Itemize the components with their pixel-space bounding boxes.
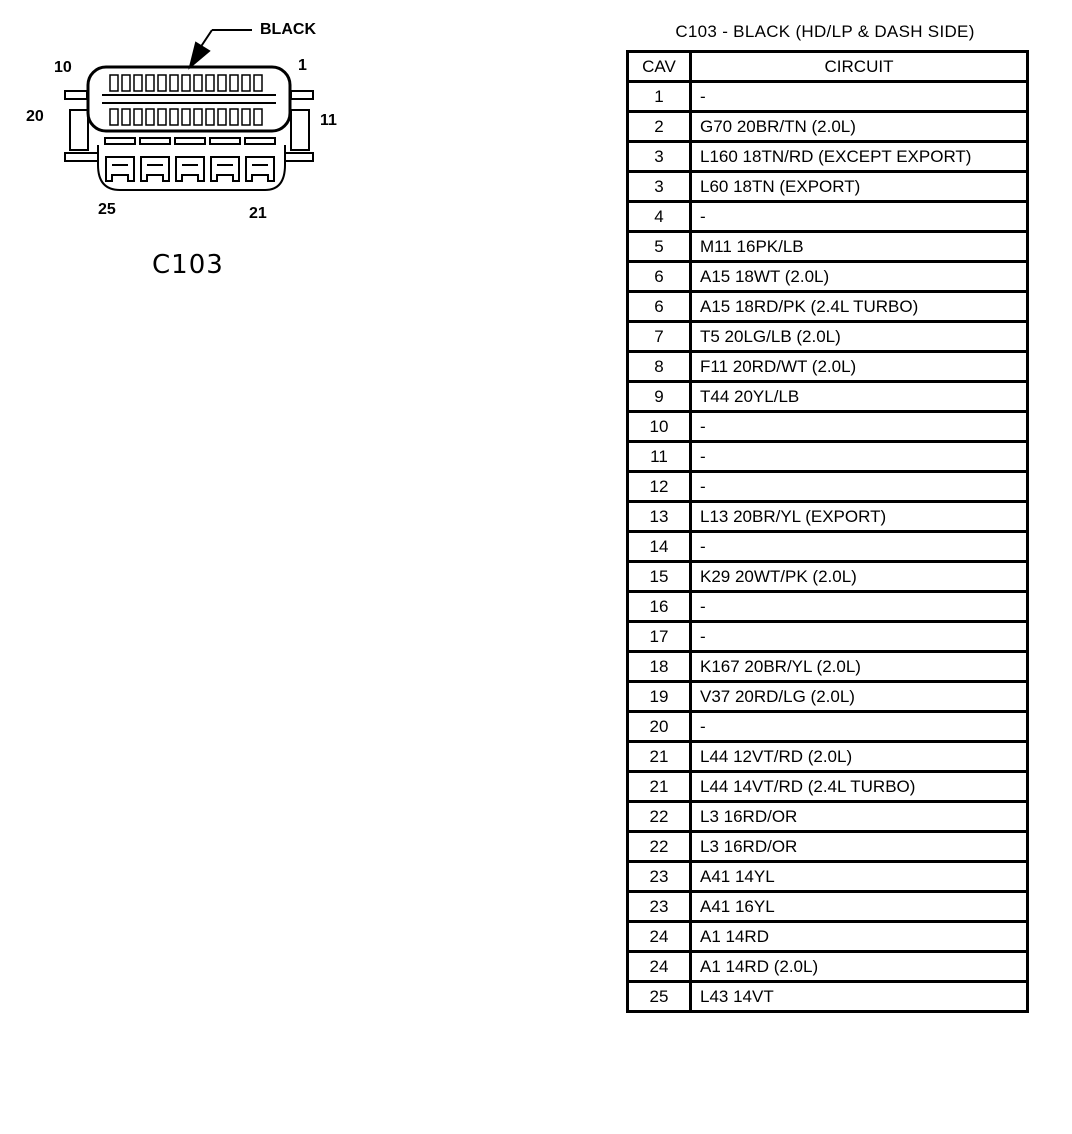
- pin-label-21: 21: [249, 205, 267, 222]
- table-row: [628, 502, 1028, 532]
- cav-cell: 11: [628, 442, 691, 472]
- table-row: [628, 112, 1028, 142]
- circuit-cell: K29 20WT/PK (2.0L): [691, 562, 1028, 592]
- circuit-cell: F11 20RD/WT (2.0L): [691, 352, 1028, 382]
- table-row: [628, 982, 1028, 1012]
- circuit-cell: A1 14RD (2.0L): [691, 952, 1028, 982]
- cav-cell: 22: [628, 802, 691, 832]
- cav-cell: 25: [628, 982, 691, 1012]
- table-row: [628, 622, 1028, 652]
- circuit-cell: K167 20BR/YL (2.0L): [691, 652, 1028, 682]
- pin-label-1: 1: [298, 57, 307, 74]
- circuit-cell: L160 18TN/RD (EXCEPT EXPORT): [691, 142, 1028, 172]
- circuit-cell: -: [691, 202, 1028, 232]
- table-row: [628, 352, 1028, 382]
- circuit-cell: -: [691, 592, 1028, 622]
- cav-cell: 21: [628, 742, 691, 772]
- circuit-cell: T44 20YL/LB: [691, 382, 1028, 412]
- cav-cell: 3: [628, 172, 691, 202]
- connector-color-label: BLACK: [260, 21, 316, 38]
- cav-cell: 13: [628, 502, 691, 532]
- cav-cell: 8: [628, 352, 691, 382]
- cav-cell: 24: [628, 922, 691, 952]
- cav-cell: 14: [628, 532, 691, 562]
- cav-cell: 20: [628, 712, 691, 742]
- table-row: [628, 82, 1028, 112]
- cav-cell: 1: [628, 82, 691, 112]
- circuit-cell: G70 20BR/TN (2.0L): [691, 112, 1028, 142]
- circuit-cell: A15 18WT (2.0L): [691, 262, 1028, 292]
- pinout-table: [626, 50, 1029, 1013]
- cav-cell: 6: [628, 292, 691, 322]
- circuit-cell: A41 16YL: [691, 892, 1028, 922]
- table-row: [628, 322, 1028, 352]
- table-row: [628, 562, 1028, 592]
- circuit-cell: -: [691, 412, 1028, 442]
- circuit-cell: L60 18TN (EXPORT): [691, 172, 1028, 202]
- circuit-cell: L43 14VT: [691, 982, 1028, 1012]
- cav-cell: 3: [628, 142, 691, 172]
- cav-cell: 10: [628, 412, 691, 442]
- table-header-row: [628, 52, 1028, 82]
- table-row: [628, 472, 1028, 502]
- table-row: [628, 172, 1028, 202]
- pinout-rows: [628, 82, 1028, 1012]
- cav-cell: 12: [628, 472, 691, 502]
- table-row: [628, 412, 1028, 442]
- circuit-cell: L44 14VT/RD (2.4L TURBO): [691, 772, 1028, 802]
- circuit-cell: A1 14RD: [691, 922, 1028, 952]
- table-row: [628, 442, 1028, 472]
- circuit-cell: L3 16RD/OR: [691, 832, 1028, 862]
- table-row: [628, 592, 1028, 622]
- cav-cell: 16: [628, 592, 691, 622]
- cav-cell: 19: [628, 682, 691, 712]
- cav-header: CAV: [628, 52, 691, 82]
- table-row: [628, 862, 1028, 892]
- cav-cell: 6: [628, 262, 691, 292]
- table-row: [628, 382, 1028, 412]
- pin-label-20: 20: [26, 108, 44, 125]
- circuit-cell: L13 20BR/YL (EXPORT): [691, 502, 1028, 532]
- cav-cell: 22: [628, 832, 691, 862]
- connector-outline-icon: [20, 15, 350, 225]
- circuit-cell: L44 12VT/RD (2.0L): [691, 742, 1028, 772]
- table-row: [628, 142, 1028, 172]
- table-row: [628, 262, 1028, 292]
- circuit-cell: -: [691, 472, 1028, 502]
- circuit-cell: A41 14YL: [691, 862, 1028, 892]
- cav-cell: 23: [628, 862, 691, 892]
- table-row: [628, 682, 1028, 712]
- table-row: [628, 742, 1028, 772]
- circuit-cell: M11 16PK/LB: [691, 232, 1028, 262]
- circuit-cell: L3 16RD/OR: [691, 802, 1028, 832]
- circuit-cell: A15 18RD/PK (2.4L TURBO): [691, 292, 1028, 322]
- cav-cell: 5: [628, 232, 691, 262]
- cav-cell: 23: [628, 892, 691, 922]
- table-row: [628, 202, 1028, 232]
- table-row: [628, 832, 1028, 862]
- cav-cell: 15: [628, 562, 691, 592]
- circuit-cell: T5 20LG/LB (2.0L): [691, 322, 1028, 352]
- table-row: [628, 652, 1028, 682]
- cav-cell: 7: [628, 322, 691, 352]
- connector-name: C103: [152, 250, 224, 280]
- circuit-cell: -: [691, 712, 1028, 742]
- cav-cell: 21: [628, 772, 691, 802]
- cav-cell: 4: [628, 202, 691, 232]
- circuit-cell: -: [691, 82, 1028, 112]
- cav-cell: 9: [628, 382, 691, 412]
- table-row: [628, 232, 1028, 262]
- table-row: [628, 532, 1028, 562]
- cav-cell: 2: [628, 112, 691, 142]
- table-row: [628, 922, 1028, 952]
- pin-label-11: 11: [320, 112, 337, 129]
- table-title: C103 - BLACK (HD/LP & DASH SIDE): [675, 22, 975, 41]
- circuit-cell: V37 20RD/LG (2.0L): [691, 682, 1028, 712]
- circuit-header: CIRCUIT: [691, 52, 1028, 82]
- cav-cell: 18: [628, 652, 691, 682]
- cav-cell: 24: [628, 952, 691, 982]
- table-row: [628, 802, 1028, 832]
- cav-cell: 17: [628, 622, 691, 652]
- table-row: [628, 772, 1028, 802]
- circuit-cell: -: [691, 442, 1028, 472]
- connector-diagram: [20, 15, 350, 225]
- table-row: [628, 292, 1028, 322]
- circuit-cell: -: [691, 532, 1028, 562]
- circuit-cell: -: [691, 622, 1028, 652]
- pin-label-25: 25: [98, 201, 116, 218]
- table-row: [628, 952, 1028, 982]
- table-row: [628, 892, 1028, 922]
- pin-label-10: 10: [54, 59, 72, 76]
- table-row: [628, 712, 1028, 742]
